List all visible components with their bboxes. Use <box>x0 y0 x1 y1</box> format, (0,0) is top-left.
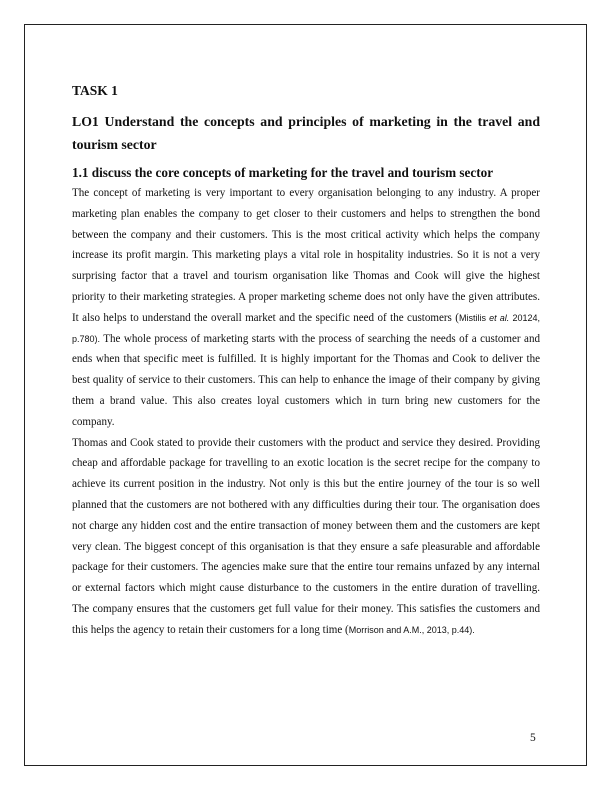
citation-etal: et al. <box>489 312 510 323</box>
paragraph-2-text: Thomas and Cook stated to provide their customers with the product and service they desired. Providing cheap and affordable package for travelling to an exotic location is the secret recipe for the company to achieve its current position in the industry. Not only is this but the entire journey of the tour is so well planned that the customers are not bothered with any difficulties during their tour. The organisation does not charge any hidden cost and the entire transaction of money between them and the customers are kept very clean. The biggest concept of this organisation is that they ensure a safe pleasurable and affordable package for their customers. The agencies make sure that the entire tour remains unfazed by any internal or external factors which might cause disturbance to the customers in the entire duration of travelling. The company ensures that the customers get full value for their money. This satisfies the customers and this helps the agency to retain their customers for a long time ( <box>72 436 540 636</box>
task-title: TASK 1 <box>72 83 118 98</box>
paragraph-1-text-after: The whole process of marketing starts with the process of searching the needs of a customer and ends when that specific meet is fulfilled. It is highly important for the Thomas and Cook to deliver the best quality of service to their customers. This can help to enhance the image of their company by giving them a brand value. This also creates loyal customers which in turn bring new customers for the company. <box>72 332 540 428</box>
paragraph-2 <box>72 433 540 641</box>
citation-author: Mistilis <box>458 312 490 323</box>
citation-rest: 20124, p.780). <box>72 312 541 344</box>
paragraph-1 <box>72 183 540 433</box>
citation-morrison: Morrison and A.M., 2013, p.44). <box>348 624 475 635</box>
lo-heading: LO1 Understand the concepts and principles of marketing in the travel and tourism sector <box>72 114 540 152</box>
paragraph-1-text-before: The concept of marketing is very important to every organisation belonging to any industry. A proper marketing plan enables the company to get closer to their customers and helps to strengthen the bond between the company and their customers. This is the most critical activity which helps the company increase its profit margin. This marketing plays a vital role in hospitality industries. So it is not a very surprising factor that a travel and tourism organisation like Thomas and Cook will give the highest priority to their marketing strategies. A proper marketing scheme does not only have the given attributes. It also helps to understand the overall market and the specific need of the customers ( <box>72 187 540 324</box>
section-heading: 1.1 discuss the core concepts of marketing for the travel and tourism sector <box>72 165 494 180</box>
document-body <box>72 83 540 641</box>
page-number: 5 <box>530 732 536 744</box>
